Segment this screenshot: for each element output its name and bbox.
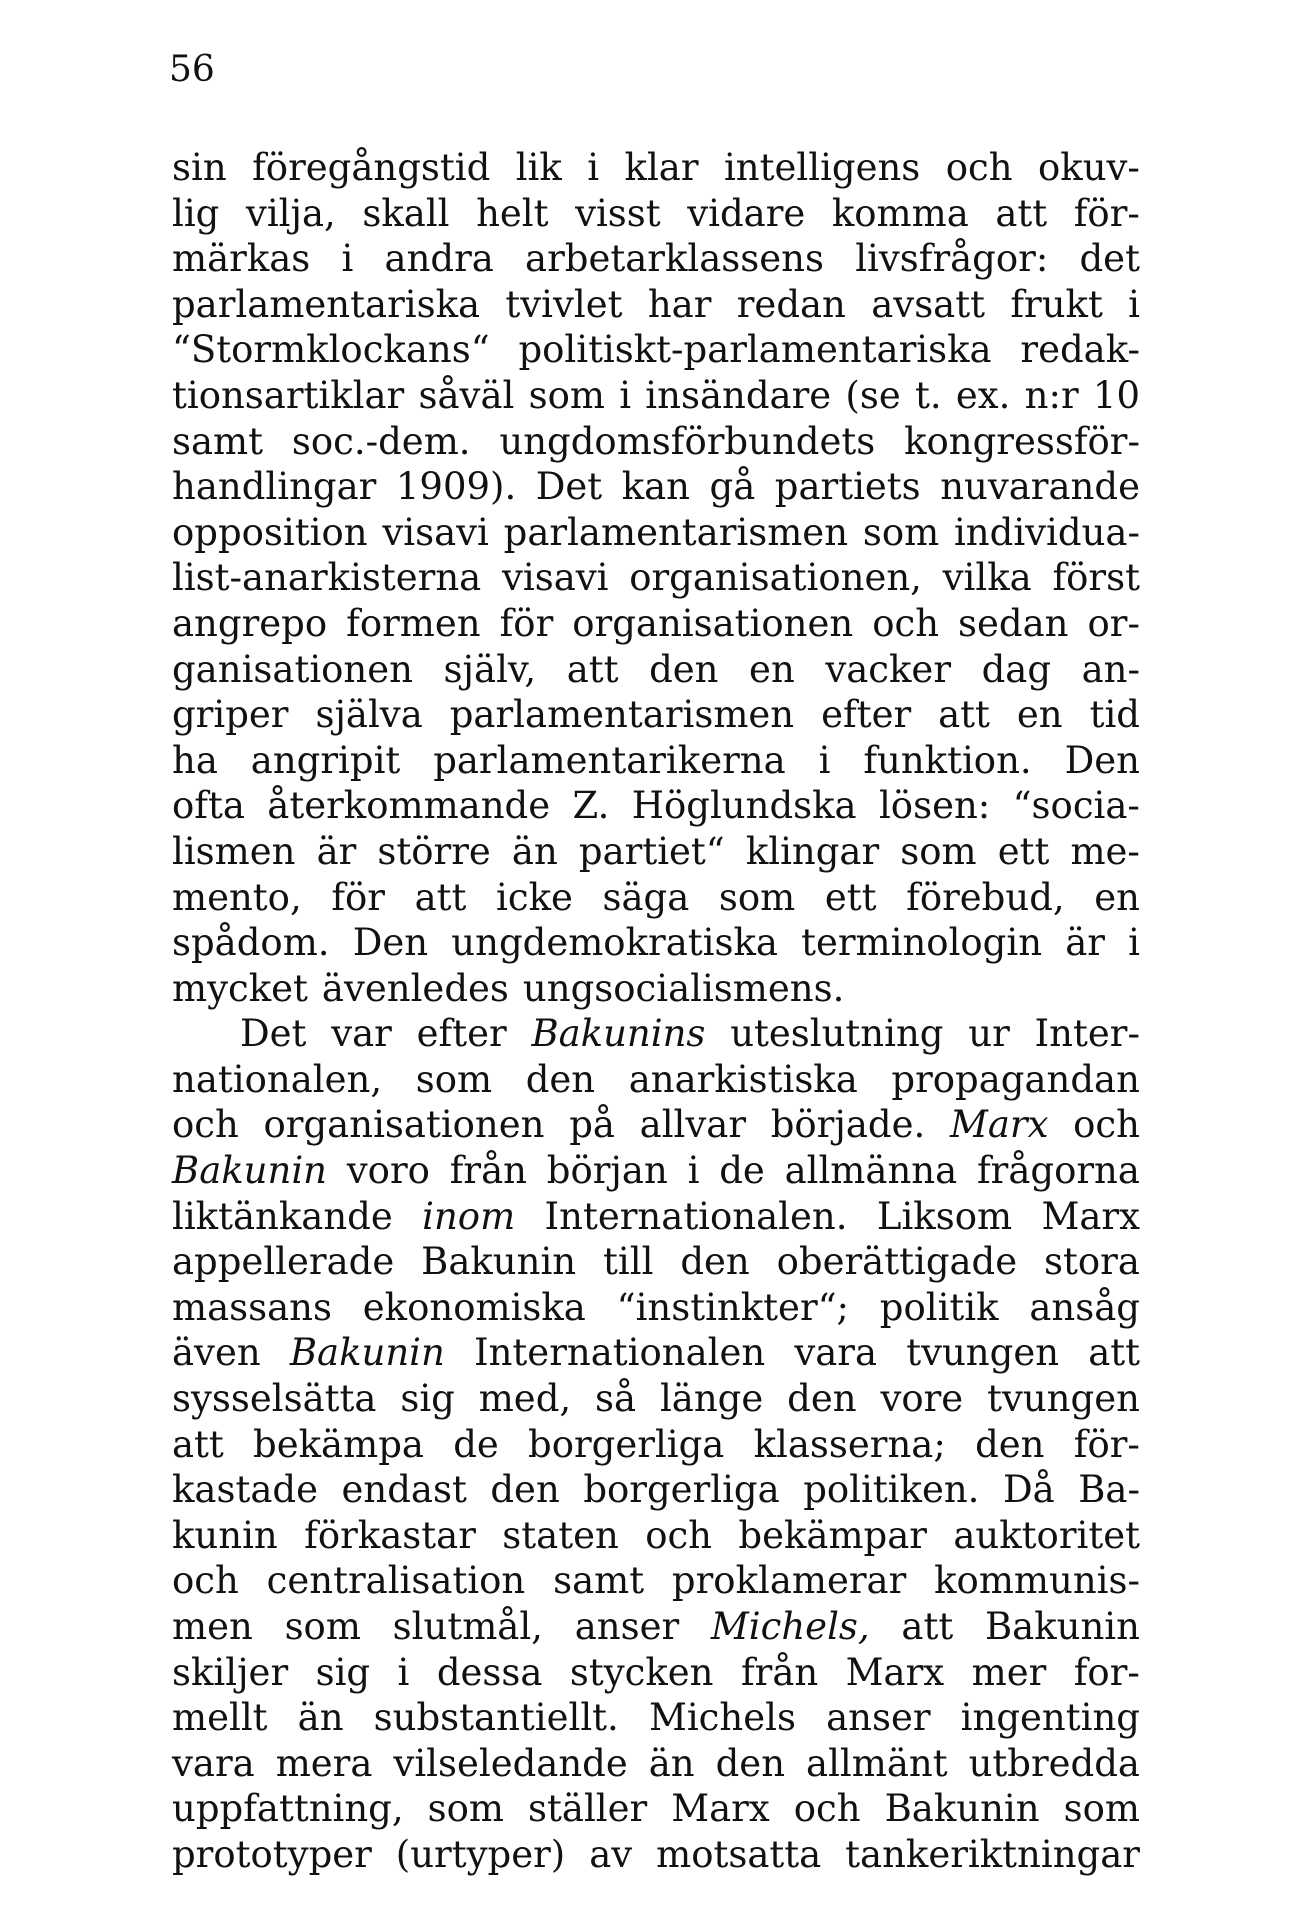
text-word: redak-: [1020, 328, 1140, 372]
text-word: avsatt: [871, 282, 985, 326]
text-line: [172, 1741, 1140, 1787]
text-word: allmänt: [806, 1741, 948, 1785]
text-word: på: [569, 1103, 615, 1147]
text-word: Det: [240, 1012, 307, 1056]
text-word: länge: [659, 1377, 764, 1421]
text-word: propagandan: [891, 1057, 1140, 1101]
text-word: det: [1079, 237, 1140, 281]
text-word: den: [715, 1741, 786, 1785]
text-line: [172, 1285, 1140, 1331]
text-word: Z.: [572, 784, 610, 828]
text-word: kunin: [172, 1513, 278, 1557]
text-word: helt: [476, 191, 549, 235]
text-word: som: [862, 510, 940, 554]
text-word: i: [397, 1650, 410, 1694]
text-line: [172, 1376, 1140, 1422]
text-word: ganisationen: [172, 647, 413, 691]
text-word: mera: [275, 1741, 373, 1785]
text-word: vore: [880, 1377, 964, 1421]
text-line: [172, 1786, 1140, 1832]
text-word: utbredda: [968, 1741, 1140, 1785]
text-word: nuvarande: [940, 465, 1140, 509]
text-word: att: [172, 1422, 224, 1466]
text-word: vilja,: [245, 191, 336, 235]
text-word: för-: [1073, 1422, 1140, 1466]
text-line: [172, 1330, 1140, 1376]
text-word: kastade: [172, 1468, 318, 1512]
text-word: politiskt-parlamentariska: [518, 328, 992, 372]
text-word: såväl: [418, 373, 515, 417]
text-word: och: [872, 601, 940, 645]
text-word: handlingar: [172, 465, 377, 509]
text-word: ingenting: [960, 1696, 1140, 1740]
text-word: sin: [172, 146, 227, 189]
text-word: efter: [821, 693, 912, 737]
text-word: (se: [845, 373, 901, 417]
text-word: stora: [1044, 1240, 1140, 1284]
text-word: och: [793, 1787, 861, 1831]
text-word: voro: [346, 1149, 430, 1193]
text-word: icke: [496, 875, 573, 919]
text-word: mycket: [172, 966, 308, 1010]
text-word: parlamentarismen: [449, 693, 795, 737]
text-line: [172, 1513, 1140, 1559]
text-word: organisationen: [572, 601, 854, 645]
text-word: med,: [478, 1377, 572, 1421]
text-word: “socia-: [1012, 784, 1140, 828]
text-word: (urtyper): [395, 1832, 566, 1876]
text-word: slutmål,: [392, 1605, 543, 1648]
text-word: parlamentarikerna: [433, 738, 786, 782]
text-word: skall: [362, 191, 450, 235]
text-word: efter: [416, 1012, 507, 1056]
text-word: redan: [736, 282, 846, 326]
body-text: [172, 145, 1140, 1878]
text-word: Ba-: [1078, 1468, 1140, 1512]
text-word: arbetarklassens: [525, 237, 824, 281]
text-word: appellerade: [172, 1240, 395, 1284]
text-word: och: [1073, 1103, 1140, 1147]
text-word: Bakunin: [884, 1787, 1040, 1831]
text-word: Bakunin: [172, 1149, 327, 1193]
text-word: början: [546, 1149, 668, 1193]
text-word: lösen:: [878, 784, 991, 828]
text-word: föregångstid: [252, 146, 491, 189]
text-word: substantiellt.: [373, 1696, 619, 1740]
text-word: Bakunin: [289, 1331, 445, 1375]
text-word: samt: [172, 419, 264, 463]
text-word: skiljer: [172, 1650, 289, 1694]
text-word: började.: [770, 1103, 926, 1147]
text-word: uteslutning: [730, 1012, 944, 1056]
text-word: formen: [346, 601, 481, 645]
text-word: från: [449, 1149, 527, 1193]
text-word: och: [645, 1513, 713, 1557]
text-word: för: [331, 875, 385, 919]
text-word: funktion.: [863, 738, 1032, 782]
text-word: som: [415, 1057, 493, 1101]
text-word: förebud,: [906, 875, 1065, 919]
text-line: [172, 783, 1140, 829]
text-word: partiet“: [578, 829, 725, 873]
text-word: ungsocialismens.: [522, 966, 845, 1010]
text-word: organisationen: [263, 1103, 545, 1147]
text-word: livsfrågor:: [855, 237, 1049, 281]
text-line: [172, 145, 1140, 191]
text-word: oberättigade: [776, 1240, 1018, 1284]
text-word: sedan: [958, 601, 1069, 645]
text-line: [172, 1650, 1140, 1696]
text-word: stycken: [569, 1650, 714, 1694]
text-line: [172, 1695, 1140, 1741]
text-word: tvungen: [906, 1331, 1060, 1375]
text-word: den: [975, 1422, 1045, 1466]
text-word: bekämpa: [253, 1422, 424, 1466]
text-word: som: [284, 1605, 361, 1648]
text-word: ett: [997, 829, 1050, 873]
text-word: staten: [502, 1513, 619, 1557]
text-word: allvar: [639, 1103, 747, 1147]
text-word: vara: [794, 1331, 878, 1375]
text-word: komma: [831, 191, 969, 235]
text-word: vilka: [942, 556, 1032, 600]
text-line: [172, 875, 1140, 921]
text-word: frågorna: [976, 1149, 1140, 1193]
text-word: att: [1088, 1331, 1140, 1375]
text-word: mellt: [172, 1696, 268, 1740]
text-word: och: [172, 1103, 239, 1147]
text-word: förkastar: [304, 1513, 476, 1557]
text-word: så: [595, 1377, 637, 1421]
text-line: [172, 920, 1140, 966]
text-word: att: [901, 1605, 954, 1648]
text-word: som: [528, 373, 605, 417]
text-line: [172, 510, 1140, 556]
text-word: tvungen: [987, 1377, 1140, 1421]
text-word: än: [297, 1696, 344, 1740]
text-word: Internationalen.: [544, 1194, 848, 1238]
text-word: vidare: [687, 191, 806, 235]
text-line: [172, 1148, 1140, 1194]
text-word: n:r: [1024, 373, 1079, 417]
text-word: individua-: [953, 510, 1140, 554]
text-word: uppfattning,: [172, 1787, 404, 1831]
text-word: Internationalen: [473, 1331, 766, 1375]
text-word: 10: [1092, 373, 1140, 417]
text-word: massans: [172, 1285, 332, 1329]
text-word: ett: [824, 875, 877, 919]
text-word: 1909).: [395, 465, 517, 509]
text-word: angripit: [250, 738, 401, 782]
text-word: samt: [553, 1559, 645, 1603]
text-word: dessa: [436, 1650, 543, 1694]
text-word: sysselsätta: [172, 1377, 377, 1421]
text-word: att: [414, 875, 467, 919]
text-word: har: [647, 282, 712, 326]
text-word: an-: [1081, 647, 1140, 691]
text-word: återkommande: [267, 784, 551, 828]
text-word: var: [331, 1012, 392, 1056]
text-word: vacker: [825, 647, 952, 691]
text-word: Den: [1064, 738, 1140, 782]
text-word: griper: [172, 693, 289, 737]
text-word: kan: [621, 465, 690, 509]
text-line: [172, 419, 1140, 465]
text-word: sig: [315, 1650, 371, 1694]
text-word: från: [740, 1650, 819, 1694]
text-word: inom: [422, 1194, 516, 1238]
text-word: visavi: [382, 510, 489, 554]
text-word: att: [938, 693, 990, 737]
text-word: centralisation: [266, 1559, 526, 1603]
text-word: endast: [341, 1468, 467, 1512]
text-word: anser: [826, 1696, 931, 1740]
text-word: allmänna: [784, 1149, 958, 1193]
text-line: [172, 1467, 1140, 1513]
text-word: Bakunin: [421, 1240, 577, 1284]
text-word: auktoritet: [953, 1513, 1140, 1557]
text-word: okuv-: [1038, 146, 1140, 189]
text-word: visavi: [501, 556, 609, 600]
text-word: ställer: [528, 1787, 648, 1831]
text-word: proklamerar: [671, 1559, 907, 1603]
text-word: partiets: [774, 465, 921, 509]
text-word: en: [1094, 875, 1140, 919]
text-word: angrepo: [172, 601, 328, 645]
text-word: t.: [915, 373, 942, 417]
text-line: [172, 738, 1140, 784]
text-word: större: [377, 829, 491, 873]
text-word: ansåg: [1029, 1285, 1140, 1329]
text-line: [172, 282, 1140, 328]
text-line: [172, 464, 1140, 510]
text-word: lik: [515, 146, 562, 189]
text-word: den: [680, 1240, 750, 1284]
text-word: insändare: [645, 373, 832, 417]
text-word: lismen: [172, 829, 296, 873]
text-word: ungdomsförbundets: [499, 419, 876, 463]
text-word: Bakunins: [531, 1012, 706, 1056]
text-word: den: [787, 1377, 857, 1421]
text-word: “instinkter“;: [616, 1285, 850, 1329]
text-line: [172, 1558, 1140, 1604]
text-word: visst: [575, 191, 661, 235]
text-word: dag: [981, 647, 1052, 691]
text-word: nationalen,: [172, 1057, 383, 1101]
text-word: den: [649, 647, 719, 691]
text-word: klasserna;: [753, 1422, 946, 1466]
text-word: spådom.: [172, 921, 330, 965]
text-word: för-: [1073, 191, 1140, 235]
text-word: for-: [1073, 1650, 1140, 1694]
text-word: soc.-dem.: [291, 419, 471, 463]
text-word: av: [589, 1832, 633, 1876]
text-word: list-anarkisterna: [172, 556, 482, 600]
text-word: Michels,: [710, 1605, 870, 1648]
text-word: opposition: [172, 510, 368, 554]
text-word: den: [490, 1468, 560, 1512]
text-word: ekonomiska: [362, 1285, 586, 1329]
text-word: Marx: [845, 1650, 945, 1694]
text-word: som: [718, 875, 796, 919]
text-word: i: [687, 1149, 700, 1193]
text-word: lig: [172, 191, 220, 235]
text-word: bekämpar: [738, 1513, 927, 1557]
text-word: ha: [172, 738, 218, 782]
text-line: [172, 327, 1140, 373]
text-word: som: [427, 1787, 505, 1831]
text-word: till: [603, 1240, 654, 1284]
text-word: de: [719, 1149, 765, 1193]
text-word: sig: [400, 1377, 455, 1421]
text-word: i: [818, 738, 831, 782]
text-word: själva: [315, 693, 423, 737]
text-word: men: [172, 1605, 253, 1648]
text-word: ex.: [955, 373, 1011, 417]
text-line: [172, 1832, 1140, 1878]
text-word: anarkistiska: [628, 1057, 858, 1101]
text-word: tvivlet: [505, 282, 623, 326]
text-line: [172, 1239, 1140, 1285]
text-word: klar: [624, 146, 699, 189]
text-line: [172, 236, 1140, 282]
text-word: kongressför-: [904, 419, 1140, 463]
text-word: politiken.: [803, 1468, 980, 1512]
text-word: själv,: [443, 647, 537, 691]
text-word: en: [1016, 693, 1063, 737]
text-word: motsatta: [656, 1832, 822, 1876]
text-word: även: [172, 1331, 261, 1375]
text-word: borgerliga: [583, 1468, 780, 1512]
text-word: terminologin: [801, 921, 1043, 965]
text-word: ungdemokratiska: [451, 921, 778, 965]
text-word: parlamentariska: [172, 282, 481, 326]
text-word: mento,: [172, 875, 302, 919]
text-word: or-: [1087, 601, 1140, 645]
text-line: [172, 1194, 1140, 1240]
text-word: tid: [1089, 693, 1140, 737]
text-word: att: [995, 191, 1048, 235]
text-word: kommunis-: [934, 1559, 1140, 1603]
text-word: i: [619, 373, 632, 417]
text-word: än: [511, 829, 558, 873]
text-word: anser: [574, 1605, 680, 1648]
text-word: me-: [1070, 829, 1140, 873]
text-word: Då: [1002, 1468, 1055, 1512]
text-word: är: [316, 829, 357, 873]
text-word: den: [525, 1057, 596, 1101]
text-word: och: [172, 1559, 239, 1603]
text-word: vara: [172, 1741, 255, 1785]
text-word: ofta: [172, 784, 245, 828]
text-word: Bakunin: [984, 1605, 1140, 1648]
text-word: de: [453, 1422, 499, 1466]
text-word: i: [341, 237, 354, 281]
text-word: tankeriktningar: [845, 1832, 1140, 1876]
text-line: [172, 373, 1140, 419]
text-line: [172, 1057, 1140, 1103]
text-word: som: [1063, 1787, 1140, 1831]
text-word: klingar: [745, 829, 880, 873]
text-line: [172, 191, 1140, 237]
text-word: en: [749, 647, 795, 691]
text-word: Inter-: [1034, 1012, 1140, 1056]
text-word: för: [499, 601, 554, 645]
text-line: [172, 555, 1140, 601]
text-word: parlamentarismen: [503, 510, 849, 554]
text-word: ur: [968, 1012, 1010, 1056]
text-word: gå: [709, 465, 756, 509]
text-word: i: [1128, 282, 1140, 326]
text-word: Höglundska: [631, 784, 857, 828]
text-word: Marx: [949, 1103, 1049, 1147]
text-word: prototyper: [172, 1832, 372, 1876]
text-word: i: [587, 146, 600, 189]
text-line: [172, 1422, 1140, 1468]
text-word: mer: [971, 1650, 1047, 1694]
text-line: [172, 1102, 1140, 1148]
text-word: att: [566, 647, 619, 691]
text-word: frukt: [1010, 282, 1103, 326]
text-word: Michels: [648, 1696, 796, 1740]
text-word: tionsartiklar: [172, 373, 405, 417]
text-word: i: [1128, 921, 1140, 965]
text-word: först: [1052, 556, 1140, 600]
text-word: organisationen,: [629, 556, 922, 600]
text-word: Den: [352, 921, 429, 965]
text-line: [172, 601, 1140, 647]
text-word: vilseledande: [393, 1741, 628, 1785]
text-line: [172, 692, 1140, 738]
text-word: än: [648, 1741, 695, 1785]
text-word: Det: [535, 465, 603, 509]
text-word: Marx: [1041, 1194, 1140, 1238]
text-word: intelligens: [723, 146, 921, 189]
text-word: som: [900, 829, 977, 873]
text-word: ävenledes: [321, 966, 509, 1010]
text-word: Liksom: [876, 1194, 1013, 1238]
text-word: borgerliga: [528, 1422, 725, 1466]
text-line: [172, 1011, 1140, 1057]
text-word: och: [945, 146, 1013, 189]
text-word: säga: [602, 875, 690, 919]
text-word: är: [1065, 921, 1105, 965]
text-word: politik: [879, 1285, 999, 1329]
text-word: liktänkande: [172, 1194, 393, 1238]
page-number: 56: [169, 49, 215, 90]
text-line: [172, 1604, 1140, 1650]
text-line: [172, 829, 1140, 875]
text-word: Marx: [671, 1787, 770, 1831]
text-line: [172, 647, 1140, 693]
text-word: “Stormklockans“: [172, 328, 490, 372]
text-word: märkas: [172, 237, 311, 281]
text-line: [172, 966, 1140, 1012]
text-word: andra: [384, 237, 494, 281]
